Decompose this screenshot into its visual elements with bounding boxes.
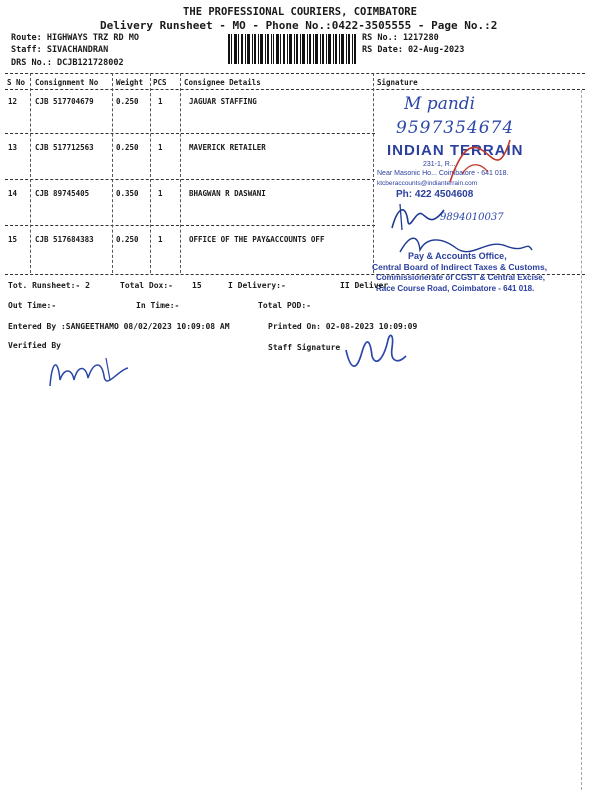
stamp-address-line: 231-1, R... xyxy=(423,161,456,168)
stamp-phone: Ph: 422 4504608 xyxy=(396,189,474,200)
stamp-address-line: Near Masonic Ho... Coimbatore - 641 018. xyxy=(377,170,509,177)
barcode xyxy=(228,34,356,64)
row-weight: 0.250 xyxy=(116,235,139,244)
row-pcs: 1 xyxy=(158,143,163,152)
stamp-email: ktcberaccounts@indianterrain.com xyxy=(377,180,478,187)
runsheet-title: Delivery Runsheet - MO - Phone No.:0422-3505555 - Page No.:2 xyxy=(100,19,498,32)
row-consignment: CJB 517684383 xyxy=(35,235,94,244)
row-consignment: CJB 517712563 xyxy=(35,143,94,152)
row-rule xyxy=(5,133,375,134)
total-runsheet: Tot. Runsheet:- 2 xyxy=(8,281,90,290)
table-top-rule xyxy=(5,73,585,74)
route-label: Route: HIGHWAYS TRZ RD MO xyxy=(11,33,139,43)
row-rule xyxy=(5,225,375,226)
rs-date: RS Date: 02-Aug-2023 xyxy=(362,45,465,55)
handwritten-name: M pandi xyxy=(404,94,476,114)
row-sno: 14 xyxy=(8,189,18,198)
handwritten-phone: 9894010037 xyxy=(440,212,504,223)
col-header-sno: S No xyxy=(7,78,26,87)
entered-by: Entered By :SANGEETHAMO 08/02/2023 10:09:08 AM xyxy=(8,322,230,331)
stamp-line: Central Board of Indirect Taxes & Customs, xyxy=(372,262,548,272)
col-header-consignment: Consignment No xyxy=(35,78,99,87)
verified-by-label: Verified By xyxy=(8,341,61,350)
col-header-weight: Weight xyxy=(116,78,144,87)
total-pod-label: Total POD:- xyxy=(258,301,311,310)
col-header-consignee: Consignee Details xyxy=(184,78,261,87)
drs-number: DRS No.: DCJB121728002 xyxy=(11,58,124,68)
in-time-label: In Time:- xyxy=(136,301,180,310)
column-divider xyxy=(150,73,151,273)
row-weight: 0.250 xyxy=(116,143,139,152)
staff-label: Staff: SIVACHANDRAN xyxy=(11,45,109,55)
out-time-label: Out Time:- xyxy=(8,301,57,310)
row-weight: 0.350 xyxy=(116,189,139,198)
column-divider xyxy=(112,73,113,273)
row-consignee: MAVERICK RETAILER xyxy=(189,143,266,152)
stamp-line: Pay & Accounts Office, xyxy=(408,251,507,261)
printed-on: Printed On: 02-08-2023 10:09:09 xyxy=(268,322,418,331)
signature-mark-row13 xyxy=(440,132,520,192)
row-consignee: OFFICE OF THE PAY&ACCOUNTS OFF xyxy=(189,235,325,244)
total-dox-value: 15 xyxy=(192,281,202,290)
row-pcs: 1 xyxy=(158,189,163,198)
row-pcs: 1 xyxy=(158,235,163,244)
column-divider xyxy=(180,73,181,273)
col-header-pcs: PCS xyxy=(153,78,167,87)
ii-delivery-label: II Deliver xyxy=(340,281,389,290)
row-consignment: CJB 517704679 xyxy=(35,97,94,106)
row-consignment: CJB 89745405 xyxy=(35,189,90,198)
row-rule xyxy=(5,179,375,180)
column-divider xyxy=(30,73,31,273)
verifier-signature xyxy=(44,350,134,394)
rs-number: RS No.: 1217280 xyxy=(362,33,439,43)
staff-signature xyxy=(340,328,410,378)
row-sno: 15 xyxy=(8,235,18,244)
row-consignee: BHAGWAN R DASWANI xyxy=(189,189,266,198)
row-weight: 0.250 xyxy=(116,97,139,106)
staff-signature-label: Staff Signature xyxy=(268,343,341,352)
i-delivery-label: I Delivery:- xyxy=(228,281,286,290)
company-title: THE PROFESSIONAL COURIERS, COIMBATORE xyxy=(183,6,417,18)
stamp-company-name: INDIAN TERRAIN xyxy=(387,142,524,159)
total-dox-label: Total Dox:- xyxy=(120,281,173,290)
stamp-line: Race Course Road, Coimbatore - 641 018. xyxy=(376,284,535,293)
row-consignee: JAGUAR STAFFING xyxy=(189,97,257,106)
signature-mark-row14 xyxy=(388,200,448,234)
column-divider xyxy=(373,73,374,273)
handwritten-phone: 9597354674 xyxy=(396,118,515,138)
table-header-rule xyxy=(5,89,585,90)
row-pcs: 1 xyxy=(158,97,163,106)
margin-marks xyxy=(581,90,584,790)
col-header-signature: Signature xyxy=(377,78,418,87)
stamp-line: Commissionerate of CGST & Central Excise, xyxy=(376,273,545,282)
row-sno: 12 xyxy=(8,97,18,106)
row-sno: 13 xyxy=(8,143,18,152)
